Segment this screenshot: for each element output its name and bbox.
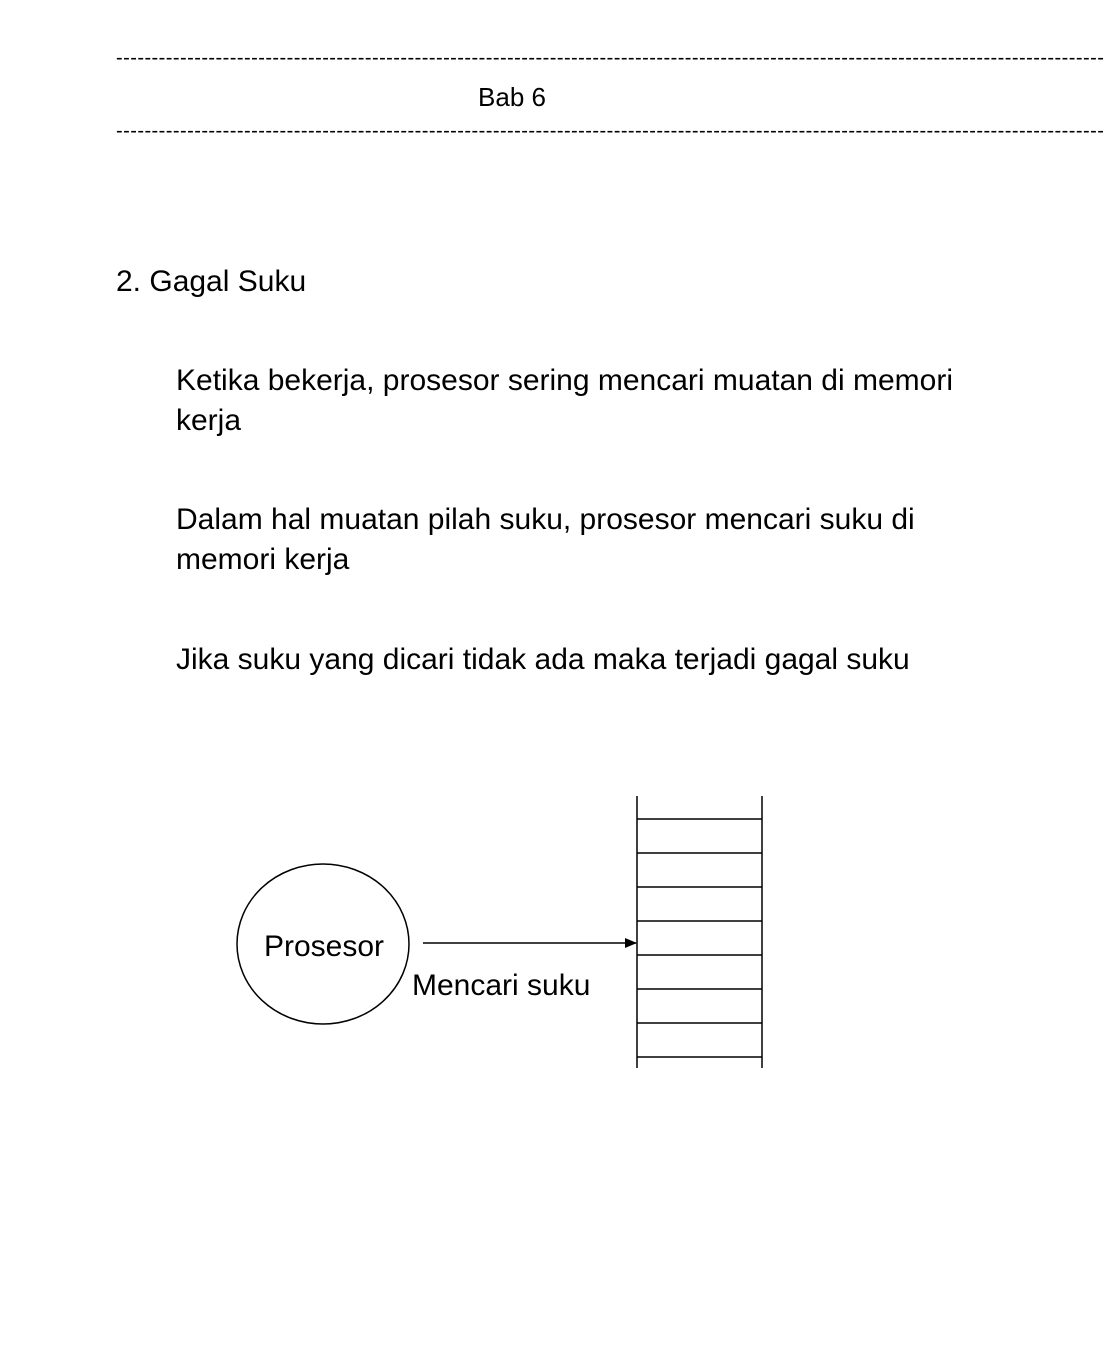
- arrow-label: Mencari suku: [412, 969, 591, 1002]
- chapter-title: Bab 6: [478, 82, 546, 112]
- paragraph-1: Ketika bekerja, prosesor sering mencari muatan di memori kerja: [176, 364, 953, 437]
- header-rule-top: -------------------------------------------------------------------------------------------------------------------------------------------: [116, 47, 1104, 69]
- section-heading: 2. Gagal Suku: [116, 265, 307, 298]
- paragraph-3: Jika suku yang dicari tidak ada maka terjadi gagal suku: [176, 643, 910, 676]
- processor-label: Prosesor: [263, 930, 385, 963]
- memory-stack: [637, 796, 762, 1068]
- header-rule-bottom: -------------------------------------------------------------------------------------------------------------------------------------------: [116, 120, 1104, 142]
- paragraph-2: Dalam hal muatan pilah suku, prosesor mencari suku di memori kerja: [176, 503, 915, 576]
